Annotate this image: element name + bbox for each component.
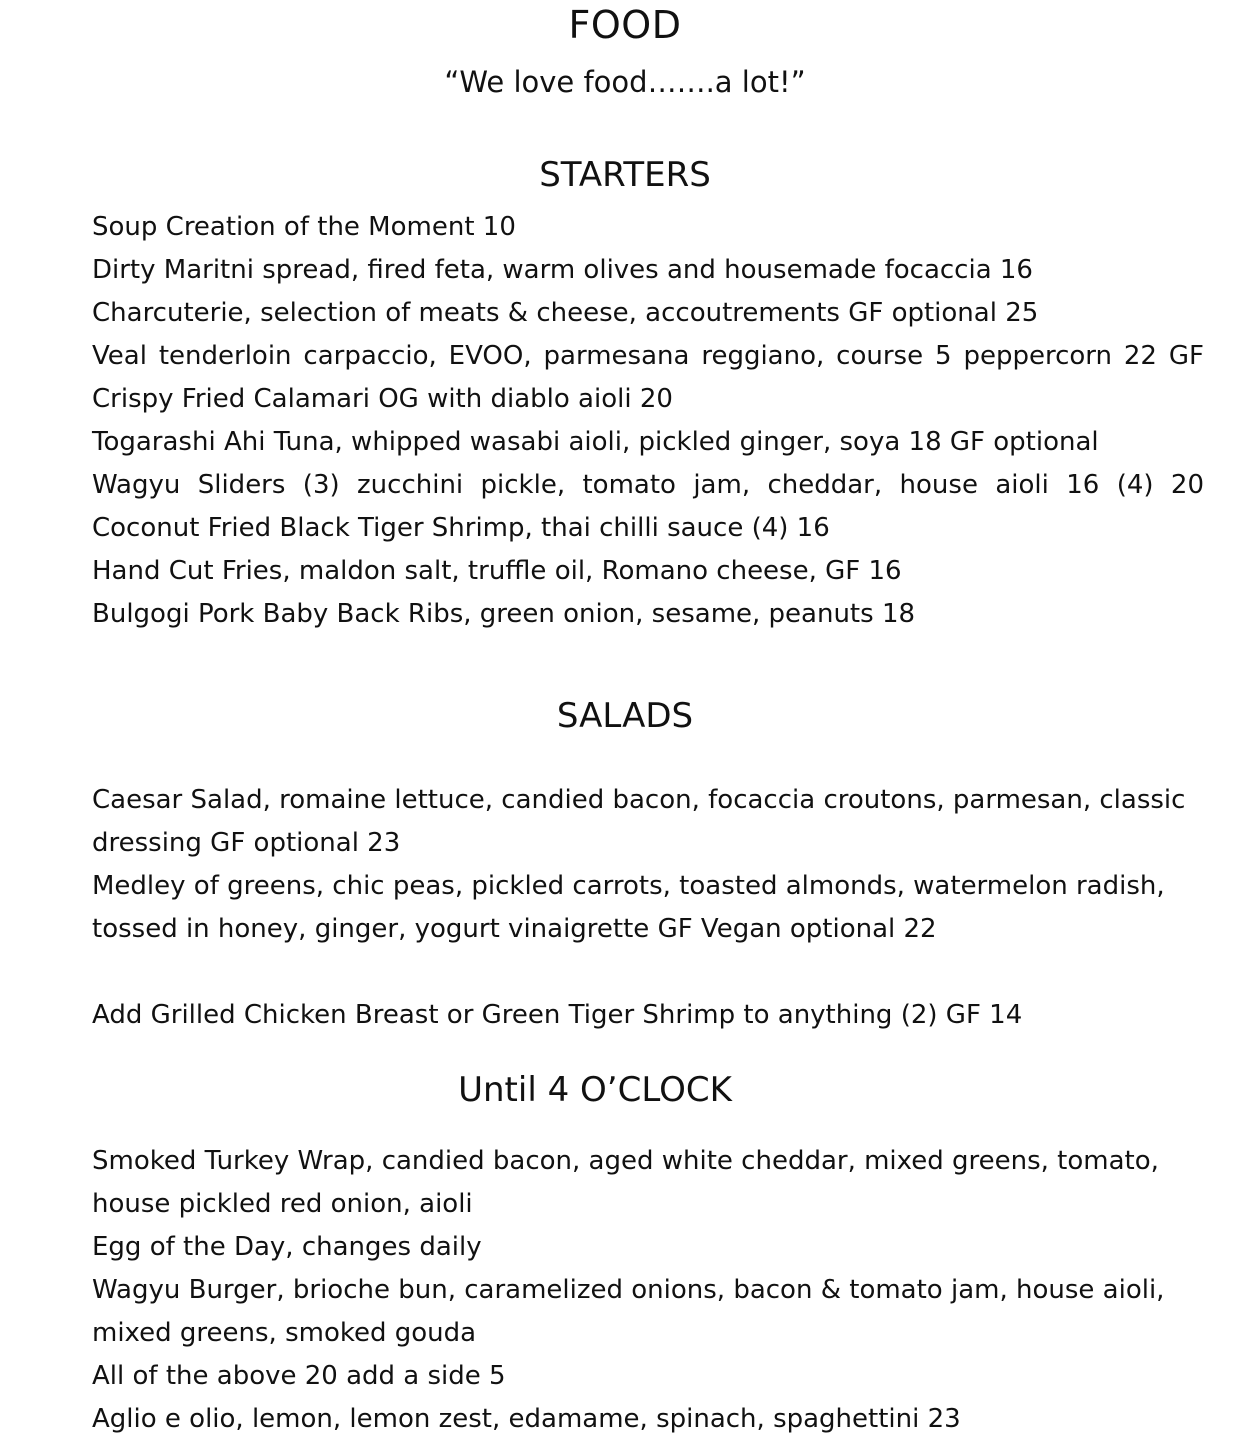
starter-item: Bulgogi Pork Baby Back Ribs, green onion, sesame, peanuts 18 bbox=[92, 599, 916, 629]
salads-addon bbox=[92, 994, 1204, 1037]
until4-item: All of the above 20 add a side 5 bbox=[92, 1361, 506, 1391]
until4-list bbox=[92, 1140, 1204, 1441]
starter-item: Hand Cut Fries, maldon salt, truffle oil, Romano cheese, GF 16 bbox=[92, 556, 902, 586]
menu-title: FOOD bbox=[568, 3, 682, 47]
starter-item: Veal tenderloin carpaccio, EVOO, parmesana reggiano, course 5 peppercorn 22 GF bbox=[92, 341, 1204, 371]
until4-item: Egg of the Day, changes daily bbox=[92, 1232, 482, 1262]
until4-item: Smoked Turkey Wrap, candied bacon, aged white cheddar, mixed greens, tomato, house pickled red onion, aioli bbox=[92, 1146, 1159, 1219]
starters-heading: STARTERS bbox=[539, 155, 711, 195]
salad-addon-note: Add Grilled Chicken Breast or Green Tiger Shrimp to anything (2) GF 14 bbox=[92, 1000, 1023, 1030]
starter-item: Dirty Maritni spread, fired feta, warm olives and housemade focaccia 16 bbox=[92, 255, 1033, 285]
until4-item: Wagyu Burger, brioche bun, caramelized onions, bacon & tomato jam, house aioli, mixed greens, smoked gouda bbox=[92, 1275, 1165, 1348]
salads-heading: SALADS bbox=[556, 696, 694, 736]
starter-item: Togarashi Ahi Tuna, whipped wasabi aioli, pickled ginger, soya 18 GF optional bbox=[92, 427, 1099, 457]
menu-tagline: “We love food…….a lot!” bbox=[444, 65, 806, 99]
starter-item: Wagyu Sliders (3) zucchini pickle, tomato jam, cheddar, house aioli 16 (4) 20 bbox=[92, 470, 1204, 500]
starters-list bbox=[92, 206, 1204, 636]
starter-item: Charcuterie, selection of meats & cheese, accoutrements GF optional 25 bbox=[92, 298, 1039, 328]
salad-item: Medley of greens, chic peas, pickled carrots, toasted almonds, watermelon radish, tossed in honey, ginger, yogurt vinaigrette GF Vegan optional 22 bbox=[92, 871, 1165, 944]
starter-item: Soup Creation of the Moment 10 bbox=[92, 212, 516, 242]
until4-heading: Until 4 O’CLOCK bbox=[458, 1070, 732, 1110]
until4-item: Aglio e olio, lemon, lemon zest, edamame, spinach, spaghettini 23 bbox=[92, 1404, 961, 1434]
starter-item: Coconut Fried Black Tiger Shrimp, thai chilli sauce (4) 16 bbox=[92, 513, 830, 543]
salad-item: Caesar Salad, romaine lettuce, candied bacon, focaccia croutons, parmesan, classic dressing GF optional 23 bbox=[92, 785, 1186, 858]
starter-item: Crispy Fried Calamari OG with diablo aioli 20 bbox=[92, 384, 673, 414]
salads-list bbox=[92, 779, 1204, 951]
